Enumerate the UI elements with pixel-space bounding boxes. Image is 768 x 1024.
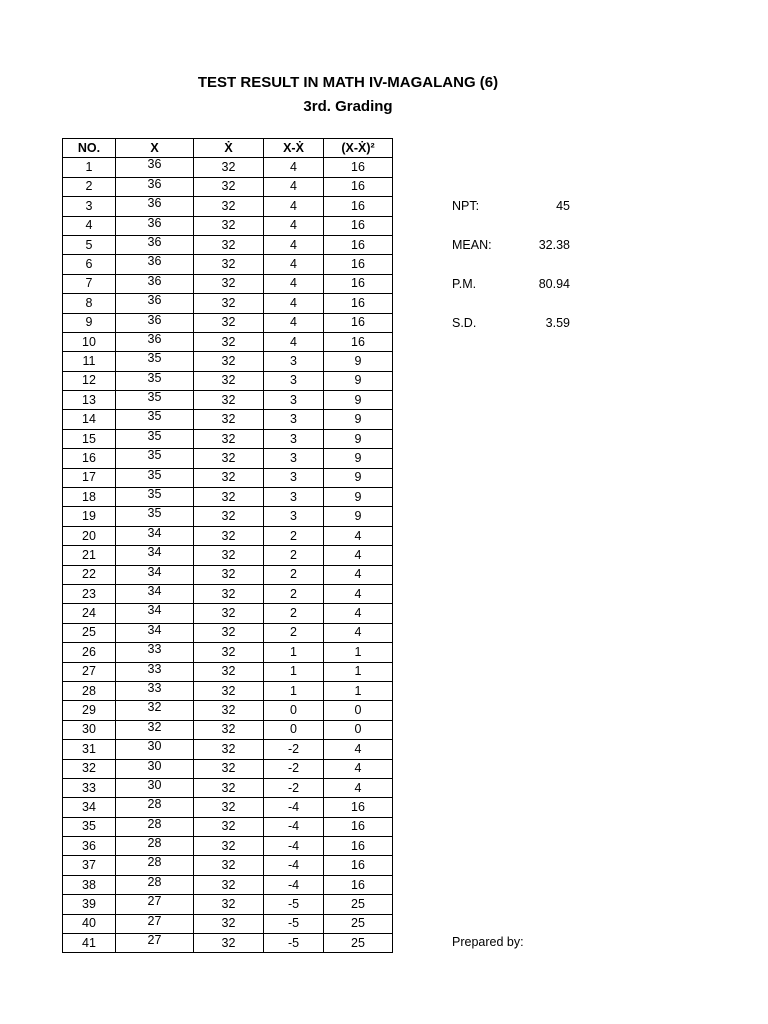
table-row xyxy=(63,294,393,313)
cell-score-x: 34 xyxy=(116,565,194,584)
cell-squared-deviation: 9 xyxy=(324,391,393,410)
table-row xyxy=(63,934,393,953)
table-row xyxy=(63,837,393,856)
cell-deviation: 1 xyxy=(264,643,324,662)
cell-deviation: 3 xyxy=(264,468,324,487)
cell-deviation: 3 xyxy=(264,391,324,410)
table-row xyxy=(63,681,393,700)
cell-squared-deviation: 9 xyxy=(324,468,393,487)
cell-score-x: 36 xyxy=(116,332,194,351)
cell-squared-deviation: 4 xyxy=(324,740,393,759)
cell-score-x: 34 xyxy=(116,623,194,642)
cell-mean: 32 xyxy=(194,332,264,351)
cell-no: 2 xyxy=(63,177,116,196)
cell-no: 10 xyxy=(63,332,116,351)
column-header-deviation: X-Ẋ xyxy=(264,139,324,158)
cell-score-x: 36 xyxy=(116,313,194,332)
cell-squared-deviation: 16 xyxy=(324,197,393,216)
table-row xyxy=(63,429,393,448)
table-row xyxy=(63,235,393,254)
cell-deviation: 3 xyxy=(264,410,324,429)
cell-mean: 32 xyxy=(194,895,264,914)
cell-no: 5 xyxy=(63,235,116,254)
cell-no: 3 xyxy=(63,197,116,216)
table-row xyxy=(63,623,393,642)
cell-no: 35 xyxy=(63,817,116,836)
table-row xyxy=(63,875,393,894)
cell-squared-deviation: 16 xyxy=(324,856,393,875)
cell-mean: 32 xyxy=(194,778,264,797)
table-row xyxy=(63,546,393,565)
cell-no: 33 xyxy=(63,778,116,797)
table-row xyxy=(63,449,393,468)
cell-no: 31 xyxy=(63,740,116,759)
cell-mean: 32 xyxy=(194,740,264,759)
table-row xyxy=(63,856,393,875)
cell-squared-deviation: 1 xyxy=(324,681,393,700)
cell-squared-deviation: 16 xyxy=(324,235,393,254)
cell-mean: 32 xyxy=(194,604,264,623)
cell-score-x: 35 xyxy=(116,352,194,371)
table-row xyxy=(63,701,393,720)
cell-deviation: 4 xyxy=(264,274,324,293)
cell-score-x: 35 xyxy=(116,468,194,487)
cell-mean: 32 xyxy=(194,352,264,371)
cell-score-x: 27 xyxy=(116,914,194,933)
cell-score-x: 36 xyxy=(116,177,194,196)
cell-deviation: -4 xyxy=(264,817,324,836)
stat-label: P.M. xyxy=(452,277,477,291)
cell-squared-deviation: 16 xyxy=(324,837,393,856)
table-row xyxy=(63,565,393,584)
stat-value: 3.59 xyxy=(545,316,570,330)
cell-squared-deviation: 16 xyxy=(324,177,393,196)
cell-no: 28 xyxy=(63,681,116,700)
cell-deviation: 4 xyxy=(264,332,324,351)
cell-mean: 32 xyxy=(194,468,264,487)
cell-deviation: 2 xyxy=(264,526,324,545)
cell-score-x: 34 xyxy=(116,526,194,545)
cell-mean: 32 xyxy=(194,488,264,507)
cell-score-x: 30 xyxy=(116,778,194,797)
cell-deviation: 4 xyxy=(264,197,324,216)
cell-no: 37 xyxy=(63,856,116,875)
cell-no: 20 xyxy=(63,526,116,545)
cell-mean: 32 xyxy=(194,934,264,953)
table-row xyxy=(63,584,393,603)
cell-deviation: 4 xyxy=(264,216,324,235)
table-row xyxy=(63,643,393,662)
cell-no: 7 xyxy=(63,274,116,293)
table-row xyxy=(63,255,393,274)
cell-deviation: 2 xyxy=(264,623,324,642)
cell-no: 4 xyxy=(63,216,116,235)
cell-squared-deviation: 1 xyxy=(324,662,393,681)
table-body xyxy=(63,158,393,953)
cell-no: 11 xyxy=(63,352,116,371)
table-row xyxy=(63,274,393,293)
stat-row xyxy=(452,197,570,236)
cell-mean: 32 xyxy=(194,914,264,933)
table-row xyxy=(63,662,393,681)
cell-deviation: 4 xyxy=(264,255,324,274)
table-row xyxy=(63,332,393,351)
cell-mean: 32 xyxy=(194,837,264,856)
results-table xyxy=(62,138,393,953)
cell-score-x: 28 xyxy=(116,856,194,875)
cell-deviation: -4 xyxy=(264,837,324,856)
cell-deviation: -5 xyxy=(264,914,324,933)
cell-mean: 32 xyxy=(194,526,264,545)
cell-deviation: 4 xyxy=(264,158,324,177)
cell-squared-deviation: 9 xyxy=(324,410,393,429)
cell-deviation: 1 xyxy=(264,662,324,681)
cell-deviation: 4 xyxy=(264,177,324,196)
cell-no: 18 xyxy=(63,488,116,507)
cell-mean: 32 xyxy=(194,546,264,565)
cell-mean: 32 xyxy=(194,197,264,216)
cell-mean: 32 xyxy=(194,371,264,390)
cell-deviation: -5 xyxy=(264,895,324,914)
table-row xyxy=(63,604,393,623)
cell-squared-deviation: 9 xyxy=(324,352,393,371)
cell-no: 41 xyxy=(63,934,116,953)
table-row xyxy=(63,177,393,196)
table-row xyxy=(63,526,393,545)
table-row xyxy=(63,817,393,836)
cell-no: 39 xyxy=(63,895,116,914)
cell-squared-deviation: 4 xyxy=(324,546,393,565)
cell-mean: 32 xyxy=(194,255,264,274)
cell-squared-deviation: 25 xyxy=(324,914,393,933)
cell-squared-deviation: 16 xyxy=(324,313,393,332)
cell-score-x: 36 xyxy=(116,294,194,313)
cell-no: 22 xyxy=(63,565,116,584)
stat-label: S.D. xyxy=(452,316,477,330)
cell-mean: 32 xyxy=(194,429,264,448)
cell-no: 27 xyxy=(63,662,116,681)
cell-no: 24 xyxy=(63,604,116,623)
cell-no: 14 xyxy=(63,410,116,429)
cell-no: 15 xyxy=(63,429,116,448)
table-row xyxy=(63,507,393,526)
cell-deviation: 3 xyxy=(264,449,324,468)
cell-deviation: 2 xyxy=(264,604,324,623)
cell-no: 34 xyxy=(63,798,116,817)
stat-row xyxy=(452,314,570,353)
stat-value: 32.38 xyxy=(538,238,570,252)
cell-no: 16 xyxy=(63,449,116,468)
cell-squared-deviation: 4 xyxy=(324,584,393,603)
cell-mean: 32 xyxy=(194,875,264,894)
cell-score-x: 35 xyxy=(116,410,194,429)
table-row xyxy=(63,914,393,933)
cell-deviation: 4 xyxy=(264,294,324,313)
cell-squared-deviation: 9 xyxy=(324,371,393,390)
stat-label: NPT: xyxy=(452,199,480,213)
document-subtitle: 3rd. Grading xyxy=(303,98,393,115)
stat-row xyxy=(452,275,570,314)
table-row xyxy=(63,798,393,817)
cell-deviation: 4 xyxy=(264,235,324,254)
cell-mean: 32 xyxy=(194,313,264,332)
cell-squared-deviation: 0 xyxy=(324,701,393,720)
cell-squared-deviation: 9 xyxy=(324,507,393,526)
cell-score-x: 36 xyxy=(116,235,194,254)
cell-score-x: 28 xyxy=(116,837,194,856)
cell-squared-deviation: 25 xyxy=(324,934,393,953)
cell-squared-deviation: 25 xyxy=(324,895,393,914)
cell-squared-deviation: 1 xyxy=(324,643,393,662)
cell-squared-deviation: 16 xyxy=(324,274,393,293)
cell-deviation: -4 xyxy=(264,798,324,817)
cell-deviation: 3 xyxy=(264,371,324,390)
table-row xyxy=(63,740,393,759)
column-header-mean: Ẋ xyxy=(194,139,264,158)
stat-row xyxy=(452,236,570,275)
cell-score-x: 36 xyxy=(116,197,194,216)
document-title: TEST RESULT IN MATH IV-MAGALANG (6) xyxy=(197,74,499,91)
cell-mean: 32 xyxy=(194,294,264,313)
cell-no: 29 xyxy=(63,701,116,720)
cell-squared-deviation: 16 xyxy=(324,875,393,894)
cell-squared-deviation: 9 xyxy=(324,429,393,448)
cell-squared-deviation: 4 xyxy=(324,778,393,797)
cell-no: 23 xyxy=(63,584,116,603)
table-row xyxy=(63,410,393,429)
cell-squared-deviation: 4 xyxy=(324,759,393,778)
cell-squared-deviation: 16 xyxy=(324,158,393,177)
cell-no: 32 xyxy=(63,759,116,778)
cell-score-x: 35 xyxy=(116,391,194,410)
cell-deviation: 2 xyxy=(264,584,324,603)
cell-no: 26 xyxy=(63,643,116,662)
cell-squared-deviation: 4 xyxy=(324,526,393,545)
stat-value: 45 xyxy=(556,199,570,213)
cell-deviation: 2 xyxy=(264,546,324,565)
cell-score-x: 33 xyxy=(116,662,194,681)
cell-squared-deviation: 16 xyxy=(324,817,393,836)
cell-score-x: 28 xyxy=(116,817,194,836)
stat-value: 80.94 xyxy=(538,277,570,291)
cell-score-x: 34 xyxy=(116,604,194,623)
cell-mean: 32 xyxy=(194,759,264,778)
cell-mean: 32 xyxy=(194,662,264,681)
table-row xyxy=(63,216,393,235)
cell-no: 6 xyxy=(63,255,116,274)
cell-no: 36 xyxy=(63,837,116,856)
cell-deviation: 3 xyxy=(264,507,324,526)
cell-score-x: 30 xyxy=(116,740,194,759)
cell-deviation: -4 xyxy=(264,856,324,875)
column-header-no: NO. xyxy=(63,139,116,158)
cell-squared-deviation: 4 xyxy=(324,604,393,623)
cell-mean: 32 xyxy=(194,798,264,817)
cell-no: 9 xyxy=(63,313,116,332)
cell-mean: 32 xyxy=(194,391,264,410)
cell-score-x: 28 xyxy=(116,875,194,894)
table-row xyxy=(63,468,393,487)
cell-no: 8 xyxy=(63,294,116,313)
cell-squared-deviation: 16 xyxy=(324,294,393,313)
cell-score-x: 35 xyxy=(116,507,194,526)
stat-label: MEAN: xyxy=(452,238,492,252)
column-header-squared-deviation: (X-Ẋ)² xyxy=(324,139,393,158)
cell-deviation: 3 xyxy=(264,352,324,371)
cell-squared-deviation: 4 xyxy=(324,623,393,642)
cell-score-x: 33 xyxy=(116,643,194,662)
cell-score-x: 34 xyxy=(116,584,194,603)
cell-deviation: 1 xyxy=(264,681,324,700)
cell-no: 30 xyxy=(63,720,116,739)
cell-mean: 32 xyxy=(194,565,264,584)
cell-mean: 32 xyxy=(194,701,264,720)
cell-mean: 32 xyxy=(194,720,264,739)
cell-deviation: 3 xyxy=(264,429,324,448)
cell-score-x: 36 xyxy=(116,158,194,177)
column-header-x: X xyxy=(116,139,194,158)
table-row xyxy=(63,488,393,507)
cell-score-x: 28 xyxy=(116,798,194,817)
cell-mean: 32 xyxy=(194,410,264,429)
cell-mean: 32 xyxy=(194,643,264,662)
cell-score-x: 35 xyxy=(116,429,194,448)
table-row xyxy=(63,313,393,332)
cell-squared-deviation: 9 xyxy=(324,449,393,468)
table-row xyxy=(63,371,393,390)
cell-no: 17 xyxy=(63,468,116,487)
cell-no: 25 xyxy=(63,623,116,642)
cell-mean: 32 xyxy=(194,681,264,700)
cell-squared-deviation: 16 xyxy=(324,332,393,351)
cell-score-x: 35 xyxy=(116,488,194,507)
table-row xyxy=(63,197,393,216)
cell-squared-deviation: 16 xyxy=(324,216,393,235)
cell-mean: 32 xyxy=(194,235,264,254)
cell-no: 12 xyxy=(63,371,116,390)
cell-no: 1 xyxy=(63,158,116,177)
cell-deviation: -2 xyxy=(264,740,324,759)
cell-deviation: -2 xyxy=(264,759,324,778)
cell-squared-deviation: 4 xyxy=(324,565,393,584)
cell-mean: 32 xyxy=(194,507,264,526)
cell-mean: 32 xyxy=(194,274,264,293)
table-row xyxy=(63,158,393,177)
cell-no: 40 xyxy=(63,914,116,933)
prepared-by-label: Prepared by: xyxy=(452,935,524,949)
table-row xyxy=(63,895,393,914)
cell-squared-deviation: 16 xyxy=(324,255,393,274)
cell-deviation: 3 xyxy=(264,488,324,507)
cell-deviation: 0 xyxy=(264,701,324,720)
cell-score-x: 35 xyxy=(116,449,194,468)
cell-deviation: -5 xyxy=(264,934,324,953)
cell-score-x: 36 xyxy=(116,274,194,293)
cell-score-x: 34 xyxy=(116,546,194,565)
cell-squared-deviation: 16 xyxy=(324,798,393,817)
statistics-summary xyxy=(452,197,570,353)
cell-deviation: -4 xyxy=(264,875,324,894)
cell-mean: 32 xyxy=(194,216,264,235)
cell-mean: 32 xyxy=(194,449,264,468)
cell-mean: 32 xyxy=(194,158,264,177)
cell-score-x: 33 xyxy=(116,681,194,700)
cell-score-x: 35 xyxy=(116,371,194,390)
cell-deviation: -2 xyxy=(264,778,324,797)
cell-no: 21 xyxy=(63,546,116,565)
cell-score-x: 32 xyxy=(116,720,194,739)
cell-deviation: 2 xyxy=(264,565,324,584)
cell-mean: 32 xyxy=(194,623,264,642)
table-row xyxy=(63,759,393,778)
cell-no: 13 xyxy=(63,391,116,410)
cell-score-x: 30 xyxy=(116,759,194,778)
cell-squared-deviation: 9 xyxy=(324,488,393,507)
cell-no: 19 xyxy=(63,507,116,526)
cell-score-x: 36 xyxy=(116,216,194,235)
cell-deviation: 4 xyxy=(264,313,324,332)
cell-mean: 32 xyxy=(194,856,264,875)
cell-mean: 32 xyxy=(194,177,264,196)
table-row xyxy=(63,720,393,739)
table-row xyxy=(63,778,393,797)
cell-score-x: 36 xyxy=(116,255,194,274)
cell-no: 38 xyxy=(63,875,116,894)
cell-mean: 32 xyxy=(194,584,264,603)
table-row xyxy=(63,391,393,410)
cell-deviation: 0 xyxy=(264,720,324,739)
table-row xyxy=(63,352,393,371)
cell-score-x: 27 xyxy=(116,934,194,953)
cell-squared-deviation: 0 xyxy=(324,720,393,739)
cell-score-x: 27 xyxy=(116,895,194,914)
cell-score-x: 32 xyxy=(116,701,194,720)
table-header-row xyxy=(63,139,393,158)
cell-mean: 32 xyxy=(194,817,264,836)
